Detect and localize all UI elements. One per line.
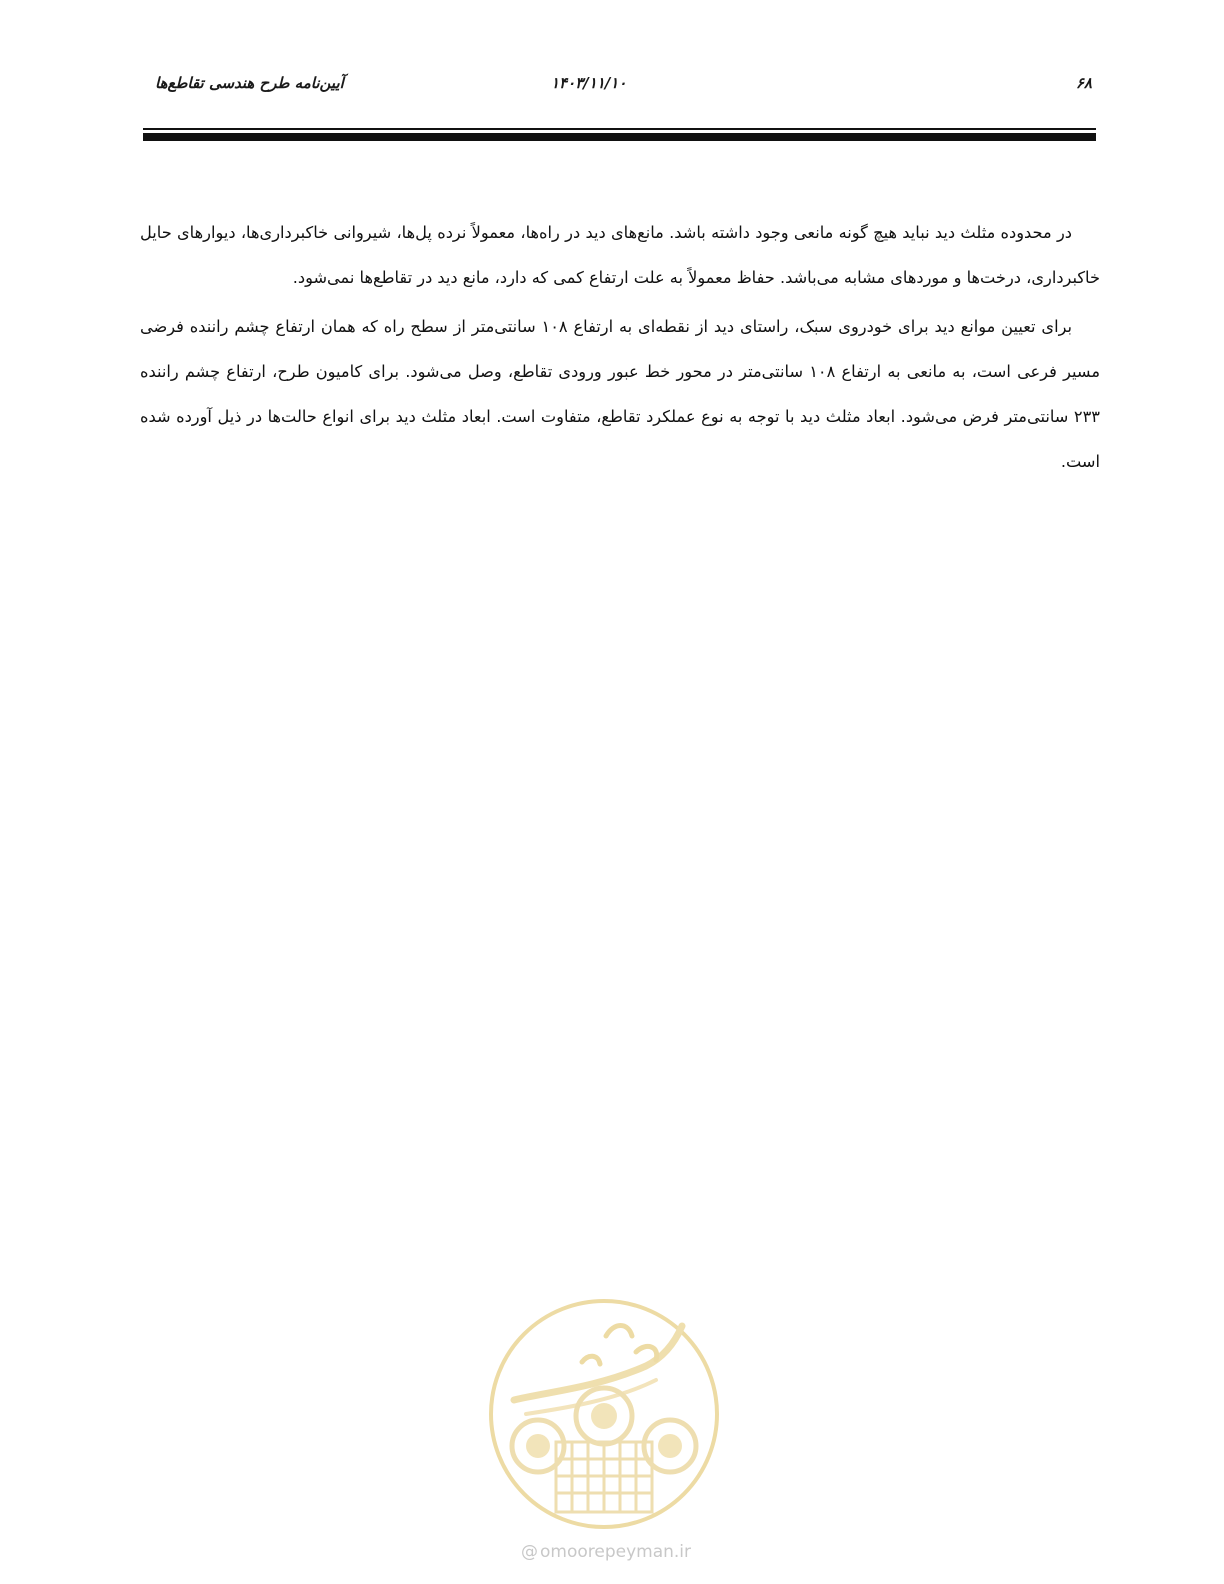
at-icon: @ (520, 1542, 538, 1562)
page-header (143, 70, 1096, 106)
paragraph-sight-line-heights: برای تعیین موانع دید برای خودروی سبک، راستای دید از نقطه‌ای به ارتفاع ۱۰۸ سانتی‌متر از سطح راه که همان ارتفاع چشم راننده فرضی مسیر فرعی است، به مانعی به ارتفاع ۱۰۸ سانتی‌متر در محور خط عبور ورودی تقاطع، وصل می‌شود. برای کامیون طرح، ارتفاع چشم راننده ۲۳۳ سانتی‌متر فرض می‌شود. ابعاد مثلث دید با توجه به نوع عملکرد تقاطع، متفاوت است. ابعاد مثلث دید برای انواع حالت‌ها در ذیل آورده شده است. (140, 317, 1101, 471)
omoorepeyman-seal-icon (486, 1296, 722, 1532)
header-document-title: آیین‌نامه طرح هندسی تقاطع‌ها (155, 74, 344, 92)
page-body (140, 210, 1100, 488)
header-date: ۱۴۰۳/۱۱/۱۰ (551, 74, 627, 92)
header-rule-thin (143, 128, 1096, 130)
header-rule-thick (143, 133, 1096, 141)
paragraph-sight-obstacles: در محدوده مثلث دید نباید هیچ گونه مانعی وجود داشته باشد. مانع‌های دید در راه‌ها، معمولاً نرده پل‌ها، شیروانی خاکبرداری‌ها، دیوارهای حایل خاکبرداری، درخت‌ها و موردهای مشابه می‌باشد. حفاظ معمولاً به علت ارتفاع کمی که دارد، مانع دید در تقاطع‌ها نمی‌شود. (140, 223, 1100, 287)
page-number: ۶۸ (1075, 74, 1092, 92)
watermark-url: @ omoorepeyman.ir (520, 1542, 692, 1562)
